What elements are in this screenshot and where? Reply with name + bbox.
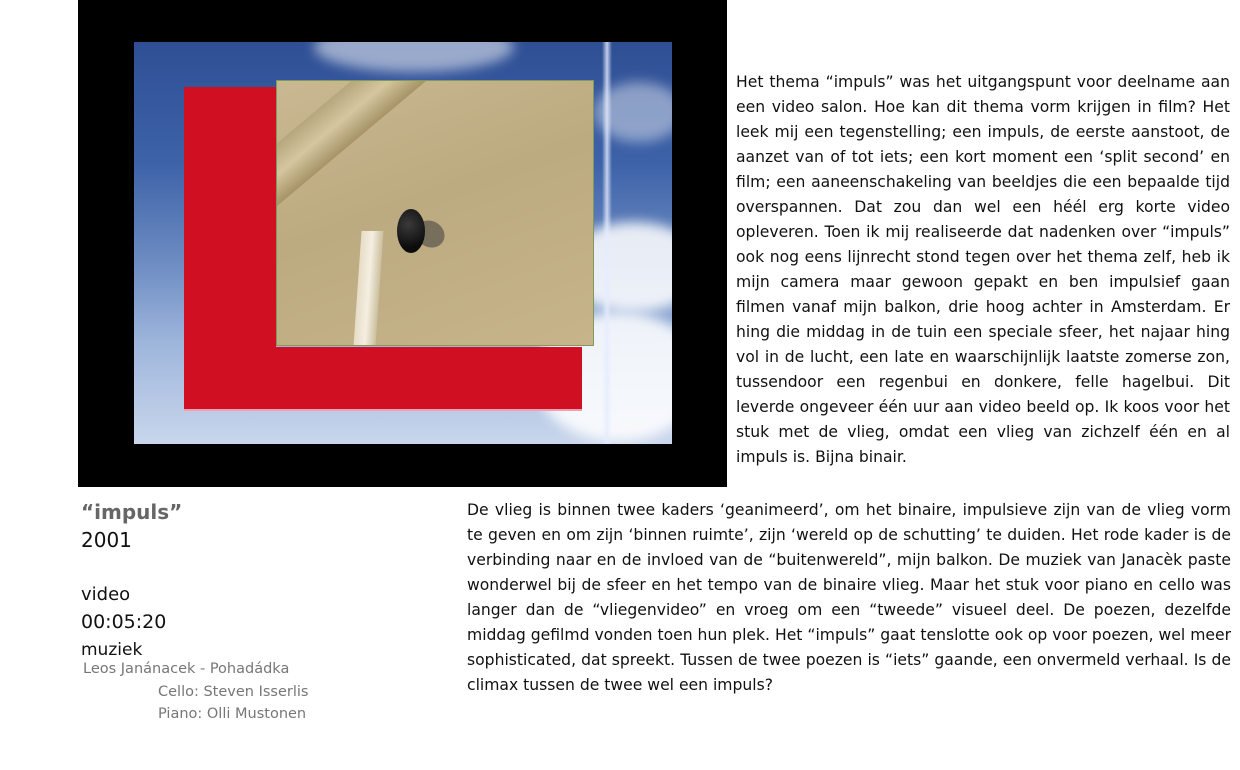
- intro-paragraph: Het thema “impuls” was het uitgangspunt voor deelname aan een video salon. Hoe kan dit thema vorm krijgen in film? Het leek mij een tegenstelling; een impuls, de eerste aanstoot, de aanzet van of tot iets; een kort moment een ‘split second’ en film; een aaneenschakeling van beeldjes die een bepaalde tijd overspannen. Dat zou dan wel een héél erg korte video opleveren. Toen ik mij realiseerde dat nadenken over “impuls” ook nog eens lijnrecht stond tegen over het thema zelf, heb ik mijn camera maar gewoon gepakt en ben impulsief gaan filmen vanaf mijn balkon, drie hoog achter in Amsterdam. Er hing die middag in de tuin een speciale sfeer, het najaar hing vol in de lucht, een late en waarschijnlijk laatste zomerse zon, tussendoor een regenbui en donkere, felle hagelbui. Dit leverde ongeveer één uur aan video beeld op. Ik koos voor het stuk met de vlieg, omdat een vlieg van zichzelf één en al impuls is. Bijna binair.: [736, 73, 1230, 466]
- red-frame-horizontal: [184, 347, 582, 411]
- work-medium: video: [81, 584, 131, 605]
- work-title: “impuls”: [81, 500, 183, 524]
- sky-frame: [134, 42, 672, 444]
- wooden-beam: [276, 80, 592, 243]
- white-pole: [352, 231, 383, 346]
- inner-frame-wall: [276, 80, 594, 346]
- description-paragraph: De vlieg is binnen twee kaders ‘geanimeerd’, om het binaire, impulsieve zijn van de vlieg vorm te geven en om zijn ‘binnen ruimte’, zijn ‘wereld op de schutting’ te duiden. Het rode kader is de verbinding naar en de invloed van de “buitenwereld”, mijn balkon. De muziek van Janacèk paste wonderwel bij de sfeer en het tempo van de binaire vlieg. Maar het stuk voor piano en cello was langer dan de “vliegenvideo” en vroeg om een “tweede” visueel deel. De poezen, dezelfde middag gefilmd vonden toen hun plek. Het “impuls” gaat tenslotte ook op voor poezen, wel meer sophisticated, dat spreekt. Tussen de twee poezen is “iets” gaande, een onvermeld verhaal. Is de climax tussen de twee wel een impuls?: [467, 501, 1231, 694]
- light-beam: [602, 42, 612, 444]
- work-duration: 00:05:20: [81, 611, 167, 633]
- composer-credit: Leos Janánacek - Pohadádka: [83, 661, 290, 677]
- cloud: [314, 42, 514, 72]
- music-label: muziek: [81, 640, 143, 660]
- video-still: [78, 0, 727, 487]
- cello-credit: Cello: Steven Isserlis: [158, 684, 309, 700]
- work-year: 2001: [81, 528, 132, 552]
- piano-credit: Piano: Olli Mustonen: [158, 706, 307, 722]
- fly-icon: [397, 209, 425, 253]
